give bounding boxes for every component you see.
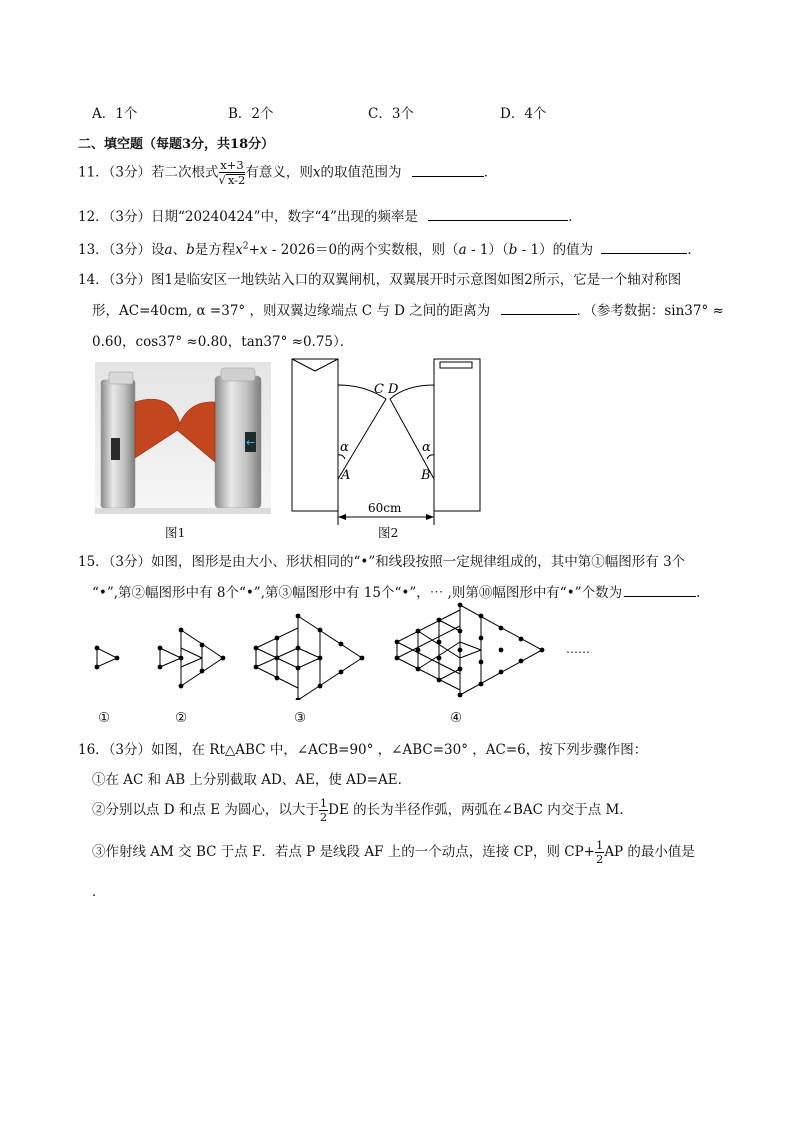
- q15-label-4: ④: [450, 710, 463, 726]
- q16-step2-den: 2: [319, 809, 328, 824]
- q13-b2: b: [508, 242, 518, 258]
- q11-end: ．: [483, 164, 498, 181]
- q13-sup: 2: [242, 241, 249, 252]
- q14-line2-text: 形，AC=40cm, α =37° ，则双翼边缘端点 C 与 D 之间的距离为: [92, 303, 491, 319]
- q15-dot-patterns: [80, 600, 720, 700]
- q11-answer-blank[interactable]: [412, 164, 484, 177]
- label-alpha-right: α: [422, 440, 431, 455]
- label-a: A: [341, 468, 351, 483]
- q11-fraction: [219, 160, 246, 186]
- choice-a: A．1个: [92, 106, 138, 122]
- choice-d: D．4个: [500, 106, 547, 122]
- q16-step2-fraction: [319, 798, 328, 823]
- figure-1-caption: 图1: [165, 525, 186, 540]
- q15-answer-blank[interactable]: [624, 584, 696, 597]
- q13-t3: - 2026＝0的两个实数根，则（: [267, 242, 459, 258]
- q11-denominator: √ x-2: [218, 172, 246, 187]
- q16-step3-b: AP 的最小值是: [604, 844, 695, 860]
- q11-radicand: x-2: [227, 172, 246, 187]
- q16-end: ．: [92, 884, 106, 900]
- q13-end: ．: [687, 242, 701, 258]
- q15-line1: 15．（3分）如图，图形是由大小、形状相同的“•”和线段按照一定规律组成的，其中第①幅图形有 3个: [78, 554, 686, 570]
- q11-var: x: [312, 164, 321, 181]
- q15-label-1: ①: [98, 710, 111, 726]
- q16-step1: ①在 AC 和 AB 上分别截取 AD、AE，使 AD=AE．: [92, 772, 412, 788]
- figure-2-schematic: [288, 355, 488, 530]
- q11-numerator: x+3: [220, 158, 244, 172]
- question-12: [78, 205, 582, 225]
- q14-answer-blank[interactable]: [501, 302, 577, 315]
- q16-step3: [92, 840, 695, 865]
- question-11: [78, 160, 497, 186]
- q16-step2-num: 1: [319, 796, 328, 810]
- q15-end: .: [696, 585, 701, 601]
- q13-t1: 是方程: [194, 242, 236, 258]
- label-alpha-left: α: [340, 440, 349, 455]
- q13-x2: x: [259, 242, 268, 258]
- choice-b: B．2个: [228, 106, 274, 122]
- q16-step2-a: ②分别以点 D 和点 E 为圆心，以大于: [92, 802, 319, 818]
- q15-line2: [92, 581, 700, 601]
- left-cabinet: [292, 359, 338, 511]
- q12-end: ．: [568, 209, 582, 225]
- right-cabinet: [434, 359, 480, 511]
- q13-answer-blank[interactable]: [601, 241, 687, 254]
- q16-step3-fraction: [595, 840, 604, 865]
- q15-line2-text: “•”,第②幅图形中有 8个“•”,第③幅图形中有 15个“•”，⋯ ,则第⑩幅图形中有“•”个数为: [92, 585, 623, 601]
- q13-t4: - 1）（: [466, 242, 509, 258]
- q12-answer-blank[interactable]: [428, 208, 568, 221]
- q13-t5: - 1）的值为: [517, 242, 594, 258]
- q16-step2-b: DE 的长为半径作弧，两弧在∠BAC 内交于点 M．: [328, 802, 633, 818]
- question-13: [78, 238, 701, 258]
- label-b: B: [421, 468, 431, 483]
- q11-mid: 有意义，则: [245, 164, 313, 181]
- gate-arrow-icon: ←: [246, 436, 256, 449]
- choice-c: C．3个: [368, 106, 414, 122]
- q14-line1: 14．（3分）图1是临安区一地铁站入口的双翼闸机，双翼展开时示意图如图2所示，它是一个轴对称图: [78, 272, 682, 288]
- q13-x1: x: [235, 242, 243, 258]
- q16-step2: [92, 798, 633, 823]
- q13-t2: +: [248, 242, 260, 258]
- q16-step3-num: 1: [595, 838, 604, 852]
- q13-head: 13．（3分）设: [78, 242, 165, 258]
- label-c: C: [374, 382, 384, 397]
- left-wing: [338, 385, 386, 479]
- q15-label-3: ③: [294, 710, 307, 726]
- right-wing: [390, 385, 434, 479]
- figure-1-gate-photo: [95, 362, 271, 514]
- label-width: 60cm: [368, 501, 402, 515]
- q15-label-2: ②: [175, 710, 188, 726]
- q15-ellipsis: ……: [566, 642, 590, 656]
- q14-line2-end: ．（参考数据：sin37° ≈: [576, 303, 724, 319]
- q16-line1: 16．（3分）如图，在 Rt△ABC 中，∠ACB=90° ，∠ABC=30° ，AC=6，按下列步骤作图：: [78, 742, 648, 758]
- q13-sep: 、: [172, 242, 187, 258]
- label-d: D: [388, 382, 399, 397]
- q11-tail: 的取值范围为: [320, 164, 402, 181]
- q13-a2: a: [458, 242, 467, 258]
- q13-b: b: [186, 242, 195, 258]
- q13-a: a: [164, 242, 173, 258]
- section-heading: 二、填空题（每题3分，共18分）: [78, 137, 275, 152]
- q11-head: 11．（3分）若二次根式: [78, 164, 219, 181]
- q16-step3-a: ③作射线 AM 交 BC 于点 F．若点 P 是线段 AF 上的一个动点，连接 CP，则 CP+: [92, 844, 595, 860]
- q12-text: 12．（3分）日期“20240424”中，数字“4”出现的频率是: [78, 209, 418, 225]
- q14-line2: [92, 299, 724, 319]
- q16-step3-den: 2: [595, 851, 604, 866]
- q14-line3: 0.60，cos37° ≈0.80，tan37° ≈0.75）．: [92, 334, 354, 350]
- figure-2-caption: 图2: [378, 525, 399, 540]
